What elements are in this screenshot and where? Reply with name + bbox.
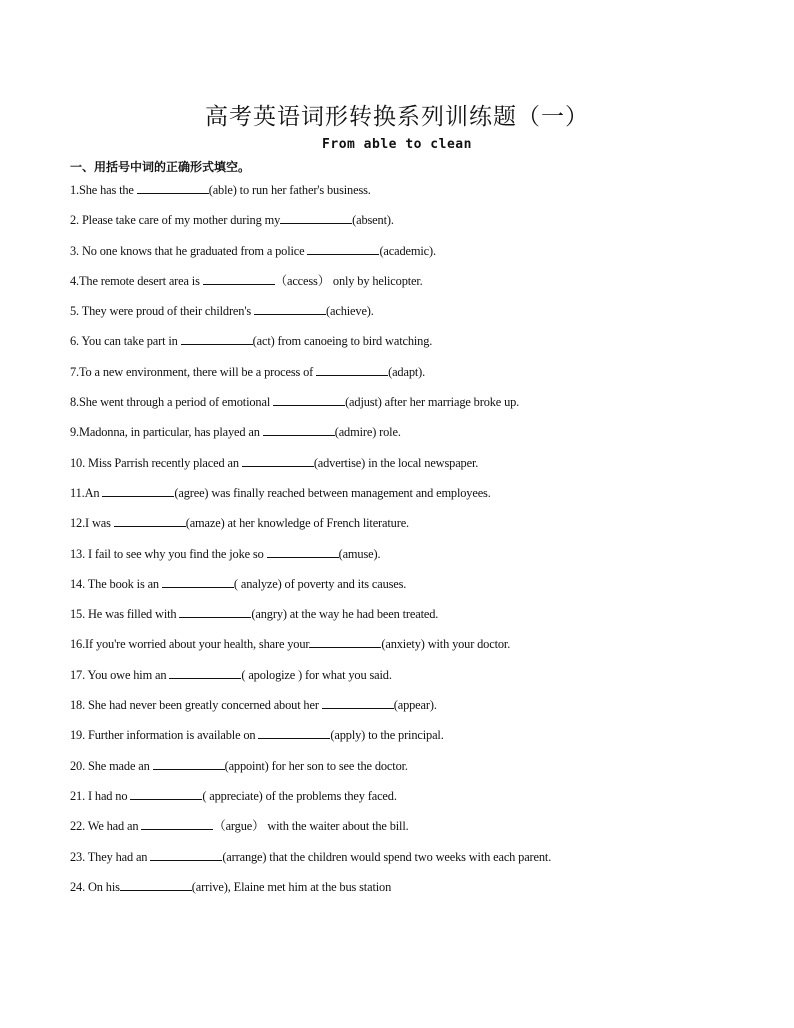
word-hint: (amaze) — [185, 516, 225, 531]
word-hint: (anxiety) — [381, 637, 425, 652]
word-hint: ( analyze) — [233, 576, 282, 591]
answer-blank[interactable] — [322, 696, 394, 709]
question-text-before: 13. I fail to see why you find the joke so — [70, 546, 267, 561]
word-hint: (adapt) — [388, 364, 423, 379]
word-hint: (academic) — [379, 243, 433, 258]
question-list — [70, 181, 730, 908]
question-text-before: 24. On his — [70, 879, 120, 894]
question-item — [70, 848, 730, 878]
question-text-after: with the waiter about the bill. — [264, 819, 409, 834]
question-item — [70, 484, 730, 514]
answer-blank[interactable] — [130, 787, 202, 800]
question-text-after: that the children would spend two weeks with each parent. — [266, 849, 552, 864]
question-text-before: 12.I was — [70, 516, 114, 531]
word-hint: (admire) — [334, 425, 377, 440]
word-hint: (absent) — [352, 213, 391, 228]
word-hint: (amuse) — [338, 546, 378, 561]
question-item — [70, 454, 730, 484]
answer-blank[interactable] — [316, 363, 388, 376]
question-item — [70, 423, 730, 453]
question-text-before: 9.Madonna, in particular, has played an — [70, 425, 263, 440]
question-item — [70, 575, 730, 605]
question-text-after: to run her father's business. — [236, 183, 371, 197]
page-subtitle: From able to clean — [322, 137, 472, 152]
question-item — [70, 817, 730, 847]
question-text-after: . — [422, 364, 426, 379]
answer-blank[interactable] — [120, 878, 192, 891]
answer-blank[interactable] — [254, 302, 326, 315]
question-text-after: of the problems they faced. — [262, 788, 397, 803]
question-text-after: . — [377, 546, 381, 561]
answer-blank[interactable] — [307, 242, 379, 255]
word-hint: (arrive) — [191, 879, 228, 894]
word-hint: (advertise) — [313, 455, 366, 470]
answer-blank[interactable] — [242, 454, 314, 467]
question-text-after: for what you said. — [302, 667, 392, 682]
word-hint: ( apologize ) — [241, 667, 303, 682]
question-text-before: 21. I had no — [70, 788, 131, 803]
question-text-after: . — [390, 213, 394, 228]
question-text-after: at the way he had been treated. — [286, 607, 439, 622]
question-text-after: in the local newspaper. — [365, 455, 479, 470]
answer-blank[interactable] — [263, 423, 335, 436]
question-item — [70, 878, 730, 908]
section-heading: 一、用括号中词的正确形式填空。 — [70, 160, 251, 174]
word-hint: （argue） — [213, 819, 265, 834]
answer-blank[interactable] — [102, 484, 174, 497]
question-item — [70, 726, 730, 756]
answer-blank[interactable] — [169, 666, 241, 679]
question-text-before: 18. She had never been greatly concerned about her — [70, 698, 322, 713]
question-item — [70, 332, 730, 362]
answer-blank[interactable] — [203, 272, 275, 285]
question-text-before: 5. They were proud of their children's — [70, 304, 255, 319]
question-text-after: . — [432, 243, 436, 258]
word-hint: (adjust) — [345, 395, 382, 410]
question-text-after: . — [370, 304, 374, 319]
word-hint: (achieve) — [326, 304, 371, 319]
word-hint: (able) — [208, 183, 237, 197]
question-text-before: 3. No one knows that he graduated from a police — [70, 243, 308, 258]
question-text-before: 1.She has the — [70, 183, 137, 197]
question-item — [70, 272, 730, 302]
question-item — [70, 605, 730, 635]
answer-blank[interactable] — [273, 393, 345, 406]
page-title: 高考英语词形转换系列训练题（一） — [205, 104, 589, 130]
question-text-after: only by helicopter. — [329, 273, 423, 288]
word-hint: （access） — [274, 273, 330, 288]
question-text-after: role. — [376, 425, 401, 440]
question-text-after: after her marriage broke up. — [381, 395, 520, 410]
answer-blank[interactable] — [141, 817, 213, 830]
question-item — [70, 787, 730, 817]
word-hint: ( appreciate) — [202, 788, 263, 803]
question-text-before: 2. Please take care of my mother during my — [70, 213, 281, 228]
question-text-before: 19. Further information is available on — [70, 728, 259, 743]
question-item — [70, 757, 730, 787]
question-text-after: at her knowledge of French literature. — [224, 516, 409, 531]
question-text-after: was finally reached between management and employees. — [208, 485, 491, 500]
question-text-after: from canoeing to bird watching. — [274, 334, 433, 349]
question-text-after: , Elaine met him at the bus station — [227, 879, 392, 894]
answer-blank[interactable] — [309, 635, 381, 648]
question-text-before: 8.She went through a period of emotional — [70, 395, 274, 410]
word-hint: (appear) — [393, 698, 434, 713]
question-text-before: 16.If you're worried about your health, share your — [70, 637, 310, 652]
question-item — [70, 211, 730, 241]
answer-blank[interactable] — [267, 545, 339, 558]
question-text-after: of poverty and its causes. — [281, 576, 407, 591]
question-text-before: 4.The remote desert area is — [70, 273, 203, 288]
word-hint: (act) — [252, 334, 275, 349]
question-text-before: 6. You can take part in — [70, 334, 181, 349]
question-item — [70, 545, 730, 575]
question-item — [70, 302, 730, 332]
question-text-before: 14. The book is an — [70, 576, 162, 591]
question-item — [70, 635, 730, 665]
answer-blank[interactable] — [137, 181, 209, 194]
question-text-after: . — [433, 698, 437, 713]
word-hint: (agree) — [174, 485, 209, 500]
answer-blank[interactable] — [150, 848, 222, 861]
question-item — [70, 696, 730, 726]
question-text-before: 17. You owe him an — [70, 667, 170, 682]
question-item — [70, 181, 730, 211]
question-text-before: 22. We had an — [70, 819, 142, 834]
answer-blank[interactable] — [181, 332, 253, 345]
question-text-before: 11.An — [70, 485, 103, 500]
question-text-after: for her son to see the doctor. — [268, 758, 408, 773]
question-text-after: to the principal. — [365, 728, 444, 743]
word-hint: (appoint) — [224, 758, 269, 773]
answer-blank[interactable] — [153, 757, 225, 770]
question-text-after: with your doctor. — [424, 637, 511, 652]
question-item — [70, 666, 730, 696]
question-item — [70, 514, 730, 544]
question-text-before: 23. They had an — [70, 849, 151, 864]
question-text-before: 20. She made an — [70, 758, 153, 773]
question-text-before: 15. He was filled with — [70, 607, 180, 622]
answer-blank[interactable] — [162, 575, 234, 588]
answer-blank[interactable] — [114, 514, 186, 527]
answer-blank[interactable] — [258, 726, 330, 739]
question-item — [70, 242, 730, 272]
question-text-before: 7.To a new environment, there will be a process of — [70, 364, 317, 379]
word-hint: (arrange) — [222, 849, 267, 864]
question-item — [70, 393, 730, 423]
question-text-before: 10. Miss Parrish recently placed an — [70, 455, 242, 470]
word-hint: (angry) — [251, 607, 287, 622]
question-item — [70, 363, 730, 393]
word-hint: (apply) — [330, 728, 366, 743]
answer-blank[interactable] — [179, 605, 251, 618]
answer-blank[interactable] — [280, 211, 352, 224]
